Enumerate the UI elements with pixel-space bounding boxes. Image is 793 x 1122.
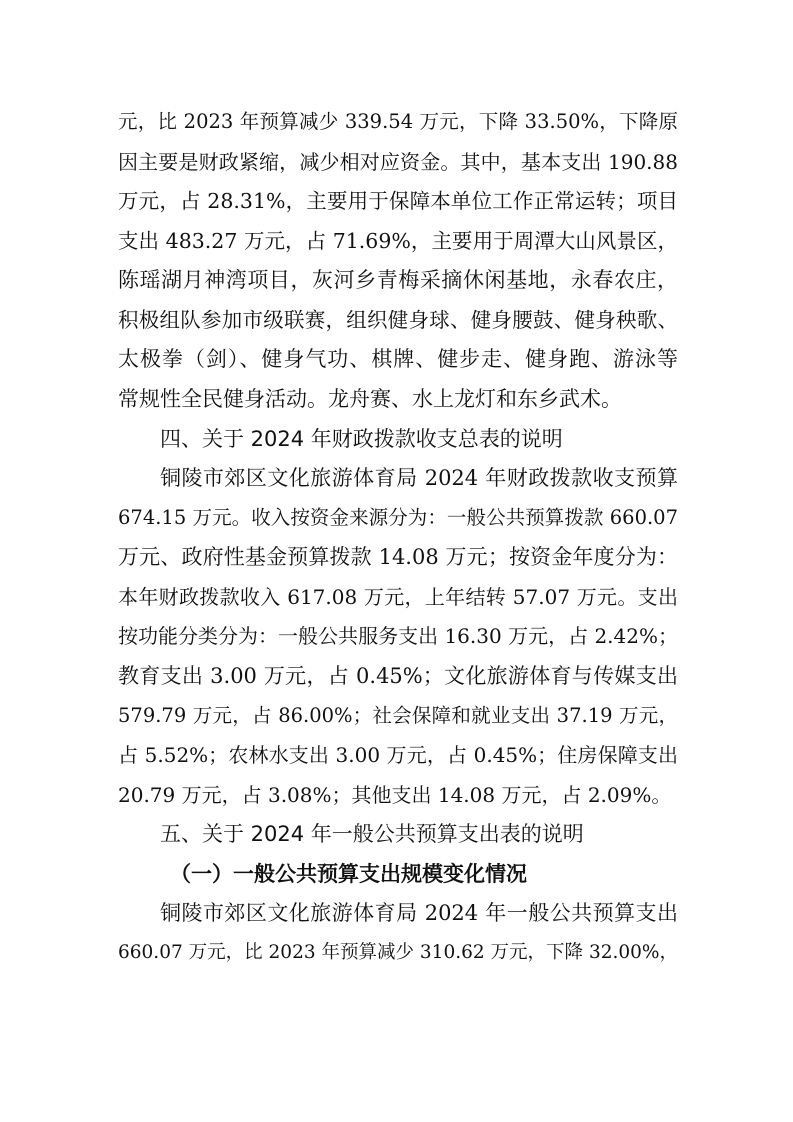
paragraph-line: 教育支出 3.00 万元，占 0.45%；文化旅游体育与传媒支出 <box>118 664 678 688</box>
paragraph-line: 铜陵市郊区文化旅游体育局 2024 年财政拨款收支预算 <box>160 466 678 490</box>
paragraph-line: 660.07 万元，比 2023 年预算减少 310.62 万元，下降 32.00%， <box>118 942 678 963</box>
paragraph-line: 万元，占 28.31%，主要用于保障本单位工作正常运转；项目 <box>118 189 678 213</box>
paragraph-line: 积极组队参加市级联赛，组织健身球、健身腰鼓、健身秧歌、 <box>118 308 678 332</box>
paragraph-line: 本年财政拨款收入 617.08 万元，上年结转 57.07 万元。支出 <box>118 585 678 609</box>
paragraph-line: 20.79 万元，占 3.08%；其他支出 14.08 万元，占 2.09%。 <box>118 783 672 807</box>
paragraph-line: 支出 483.27 万元，占 71.69%，主要用于周潭大山风景区， <box>118 229 678 253</box>
paragraph-line: 万元、政府性基金预算拨款 14.08 万元；按资金年度分为： <box>118 545 678 569</box>
section-heading-5: 五、关于 2024 年一般公共预算支出表的说明 <box>160 822 584 846</box>
paragraph-line: 常规性全民健身活动。龙舟赛、水上龙灯和东乡武术。 <box>118 387 622 411</box>
paragraph-line: 因主要是财政紧缩，减少相对应资金。其中，基本支出 190.88 <box>118 150 678 174</box>
paragraph-line: 铜陵市郊区文化旅游体育局 2024 年一般公共预算支出 <box>160 901 678 925</box>
paragraph-line: 陈瑶湖月神湾项目，灰河乡青梅采摘休闲基地，永春农庄， <box>118 268 678 292</box>
subsection-heading: （一）一般公共预算支出规模变化情况 <box>170 861 527 886</box>
paragraph-line: 太极拳（剑）、健身气功、棋牌、健步走、健身跑、游泳等 <box>118 347 678 371</box>
paragraph-line: 674.15 万元。收入按资金来源分为：一般公共预算拨款 660.07 <box>118 506 678 529</box>
section-heading-4: 四、关于 2024 年财政拨款收支总表的说明 <box>160 427 563 451</box>
paragraph-line: 579.79 万元，占 86.00%；社会保障和就业支出 37.19 万元， <box>118 704 678 727</box>
paragraph-line: 按功能分类分为：一般公共服务支出 16.30 万元，占 2.42%； <box>118 624 678 648</box>
paragraph-line: 元，比 2023 年预算减少 339.54 万元，下降 33.50%，下降原 <box>118 110 678 133</box>
paragraph-line: 占 5.52%；农林水支出 3.00 万元，占 0.45%；住房保障支出 <box>118 743 678 767</box>
